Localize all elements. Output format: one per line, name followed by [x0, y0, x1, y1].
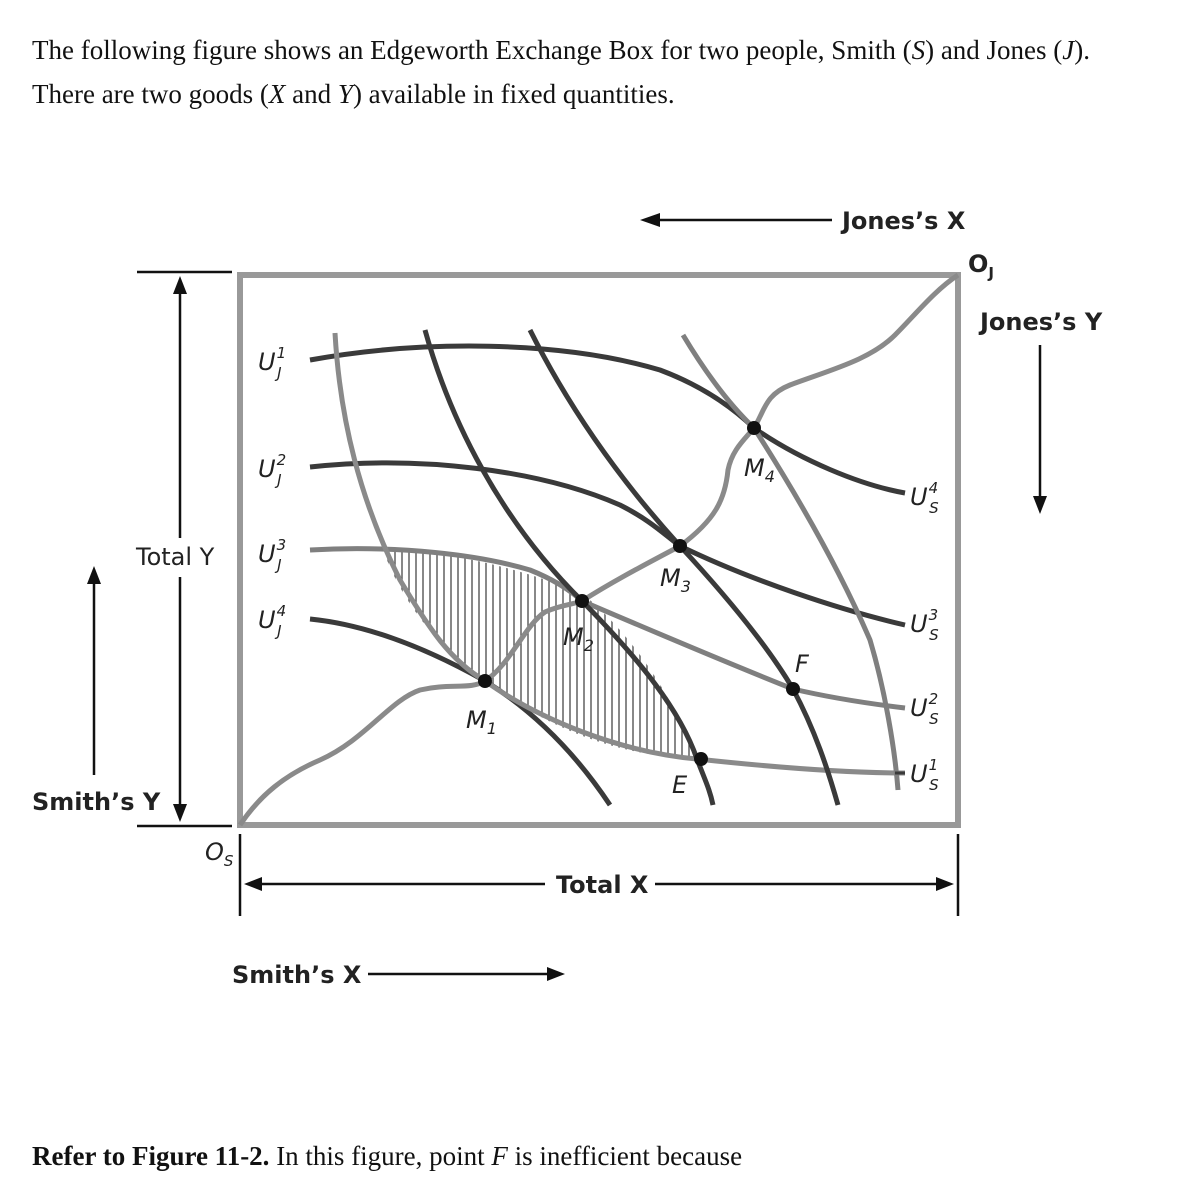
- label-m4: M: [744, 454, 765, 482]
- origin-smith: $O_S$: [205, 838, 234, 870]
- svg-text:M1: $M_1$: [466, 706, 497, 738]
- point-m2: [575, 594, 589, 608]
- point-e: [694, 752, 708, 766]
- label-uj2: $U^2$ J: [258, 451, 287, 489]
- label-us4: $U^4$ S: [910, 479, 939, 517]
- svg-text:M2: $M_2$: [563, 623, 594, 655]
- label-uj3: $U^3$ J: [258, 536, 287, 574]
- point-m4: [747, 421, 761, 435]
- label-m3: M: [660, 564, 681, 592]
- total-x-label: Total X: [556, 871, 649, 899]
- origin-jones: $O_J$: [968, 250, 994, 282]
- label-uj4: $U^4$ J: [258, 602, 287, 640]
- label-m2: M: [563, 623, 584, 651]
- label-us1: $U^1$ S: [910, 756, 939, 794]
- jones-curve-2: [310, 463, 905, 625]
- point-m3: [673, 539, 687, 553]
- label-m1: M: [466, 706, 487, 734]
- jones-x-label: Jones’s X: [842, 207, 966, 235]
- jones-y-label: Jones’s Y: [980, 308, 1103, 336]
- svg-text:M3: $M_3$: [660, 564, 691, 596]
- smith-y-label: Smith’s Y: [32, 788, 161, 816]
- question-text: Refer to Figure 11-2. In this figure, point F is inefficient because: [32, 1141, 743, 1171]
- label-f: F: [795, 650, 809, 678]
- label-us2: $U^2$ S: [910, 690, 939, 728]
- total-y-label: Total Y: [136, 543, 215, 571]
- jones-curve-1: [310, 346, 905, 493]
- smith-x-label: Smith’s X: [232, 961, 362, 989]
- label-e: E: [672, 771, 688, 799]
- label-uj1: $U^1$ J: [258, 344, 287, 382]
- point-f: [786, 682, 800, 696]
- point-m1: [478, 674, 492, 688]
- intro-text: The following figure shows an Edgeworth Exchange Box for two people, Smith (S) and Jones (J). There are two goods (X and Y) available in fixed quantities.: [32, 35, 1091, 109]
- label-us3: $U^3$ S: [910, 606, 939, 644]
- svg-text:M4: $M_4$: [744, 454, 775, 486]
